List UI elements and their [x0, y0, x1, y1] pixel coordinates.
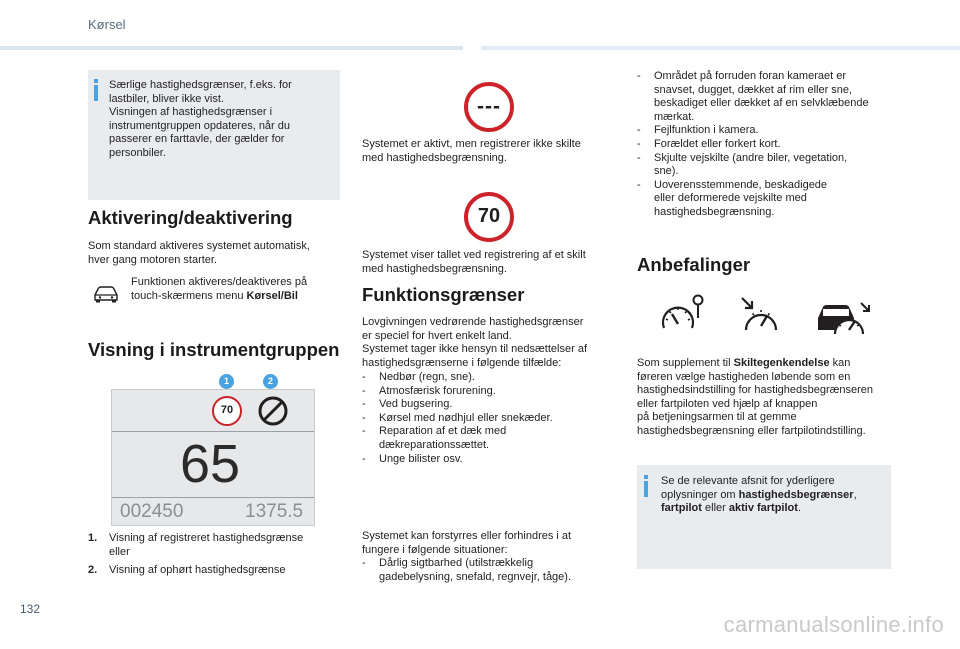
cluster-divider-bottom: [112, 497, 314, 498]
instrument-cluster: [111, 389, 315, 526]
header-rule-right: [481, 46, 960, 50]
conditions-list: [637, 70, 902, 220]
adaptive-cruise-control-icon: [815, 300, 871, 336]
list-item: - Området på forruden foran kameraet er snavset, dugget, dækket af rim eller sne, beskadiget eller dækket af en selvklæbende mærkat.: [637, 70, 902, 124]
speed-limiter-icon: [660, 294, 710, 334]
page-number: 132: [20, 602, 41, 616]
list-item: - Ved bugsering.: [362, 398, 622, 412]
speed-limit-sign: 70: [212, 396, 242, 426]
legend-item-1: 1. Visning af registreret hastighedsgrænse eller: [88, 532, 304, 558]
trip-meter: 1375.5: [245, 501, 304, 522]
heading-activation: Aktivering/deaktivering: [88, 207, 293, 228]
info-box: [88, 70, 340, 200]
info-icon: [643, 475, 649, 497]
car-icon: [92, 285, 120, 303]
limits-list: [362, 371, 622, 466]
legend-item-2: 2. Visning af ophørt hastighedsgrænse: [88, 564, 286, 576]
section-title: Kørsel: [88, 17, 126, 32]
header-rule-left: [0, 46, 463, 50]
disturb-text: Systemet kan forstyrres eller forhindres i at fungere i følgende situationer:: [362, 530, 572, 556]
cruise-control-icon: [740, 294, 784, 334]
watermark: carmanualsonline.info: [723, 612, 944, 637]
list-item: - Forældet eller forkert kort.: [637, 138, 902, 152]
callout-2: 2: [263, 374, 278, 389]
cluster-divider: [112, 431, 314, 432]
heading-recommendations: Anbefalinger: [637, 254, 751, 275]
see-also-text: Se de relevante afsnit for yderligere oplysninger om hastighedsbegrænser, fartpilot eller aktiv fartpilot.: [661, 475, 857, 515]
list-item: - Dårlig sigtbarhed (utilstrækkelig gadebelysning, snefald, regnvejr, tåge).: [362, 557, 622, 584]
activation-text: Som standard aktiveres systemet automatisk, hver gang motoren starter.: [88, 240, 310, 266]
list-item: - Kørsel med nødhjul eller snekæder.: [362, 412, 622, 426]
dashes-text: Systemet er aktivt, men registrerer ikke skilte med hastighedsbegrænsning.: [362, 138, 581, 164]
heading-limits: Funktionsgrænser: [362, 284, 525, 305]
touch-menu-text: Funktionen aktiveres/deaktiveres på touch-skærmens menu Kørsel/Bil: [131, 276, 308, 302]
current-speed: 65: [180, 434, 241, 494]
list-item: - Atmosfærisk forurening.: [362, 385, 622, 399]
recommendations-text: Som supplement til Skiltegenkendelse kan føreren vælge hastigheden løbende som en hastighedsindstilling for hastighedsbegrænseren eller fartpiloten ved hjælp af knappen på betjeningsarmen til at gemme hastighedsbegrænsning eller fartpilotindstilling.: [637, 357, 874, 437]
callout-1: 1: [219, 374, 234, 389]
limit-ended-icon: [257, 395, 289, 427]
odometer: 002450: [120, 501, 184, 522]
disturb-list: [362, 557, 622, 584]
list-item: - Nedbør (regn, sne).: [362, 371, 622, 385]
info-icon: [93, 79, 99, 101]
value-text: Systemet viser tallet ved registrering af et skilt med hastighedsbegrænsning.: [362, 249, 586, 275]
list-item: - Fejlfunktion i kamera.: [637, 124, 902, 138]
list-item: - Uoverensstemmende, beskadigede eller deformerede vejskilte med hastighedsbegrænsning.: [637, 179, 902, 220]
info-text: Særlige hastighedsgrænser, f.eks. for lastbiler, bliver ikke vist. Visningen af hastighedsgrænser i instrumentgruppen opdateres, når du passerer en farttavle, der gælder for personbiler.: [109, 79, 292, 159]
no-sign-detected-icon: ---: [464, 82, 514, 132]
detected-limit-icon: 70: [464, 192, 514, 242]
heading-cluster: Visning i instrumentgruppen: [88, 339, 340, 360]
limits-text: Lovgivningen vedrørende hastighedsgrænser er speciel for hvert enkelt land. Systemet tager ikke hensyn til nedsættelser af hastighedsgrænserne i følgende tilfælde:: [362, 316, 587, 369]
list-item: - Unge bilister osv.: [362, 453, 622, 467]
list-item: - Skjulte vejskilte (andre biler, vegetation, sne).: [637, 152, 902, 179]
info-box-see-also: [637, 465, 891, 569]
list-item: - Reparation af et dæk med dækreparationssættet.: [362, 425, 622, 452]
